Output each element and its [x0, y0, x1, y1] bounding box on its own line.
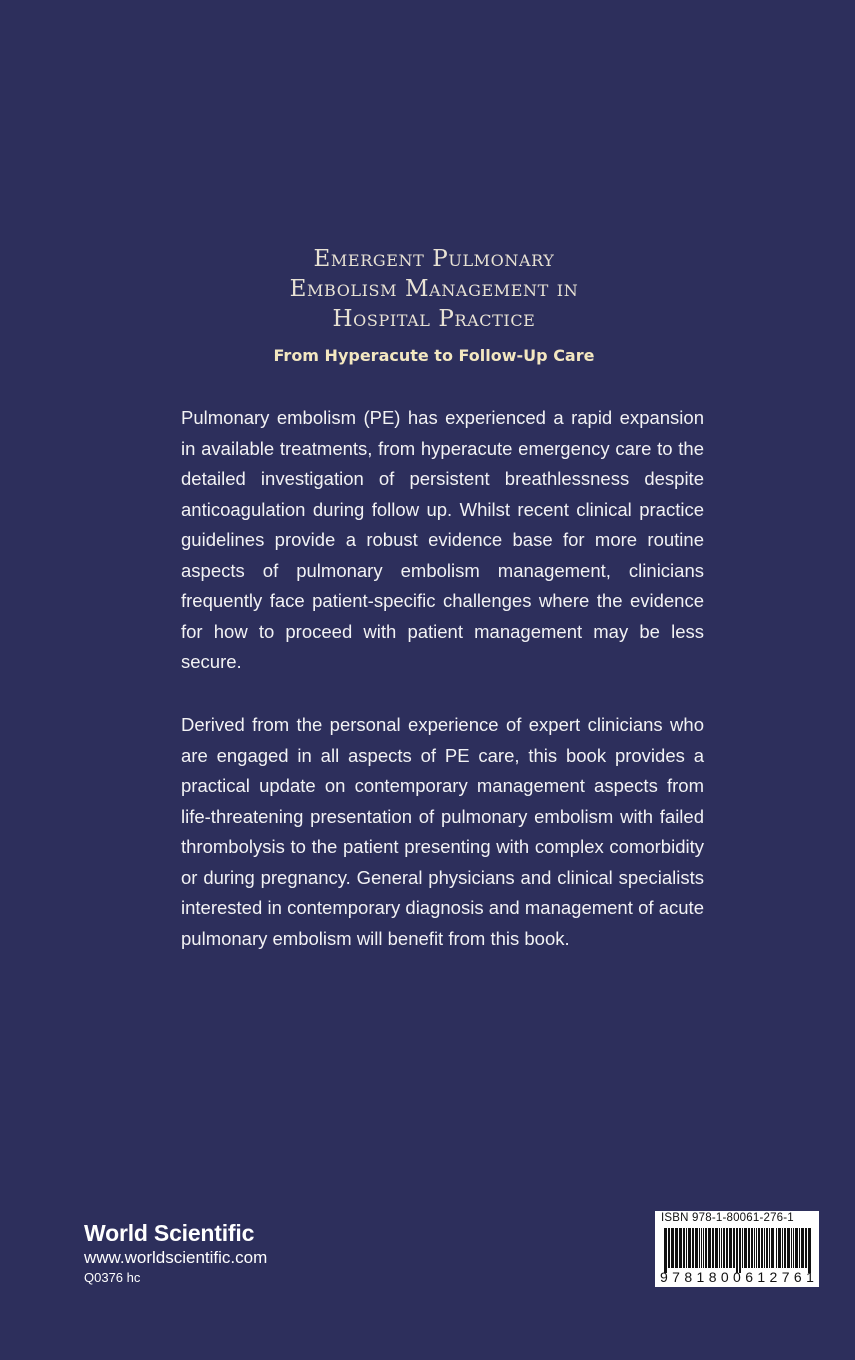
barcode-bar	[723, 1228, 725, 1268]
publisher-name: World Scientific	[84, 1220, 255, 1246]
barcode-bar	[701, 1228, 702, 1268]
barcode-digit: 7	[781, 1269, 790, 1285]
barcode-bar	[739, 1228, 741, 1273]
book-title	[0, 244, 855, 334]
barcode-bar	[805, 1228, 807, 1268]
barcode-digit: 1	[696, 1269, 705, 1285]
blurb-paragraph-2: Derived from the personal experience of expert clinicians who are engaged in all aspects of PE care, this book provides a practical update on contemporary management aspects from life-threatening presentation of pulmonary embolism with failed thrombolysis to the patient presenting with complex comorbidity or during pregnancy. General physicians and clinical specialists interested in contemporary diagnosis and management of acute pulmonary embolism will benefit from this book.	[181, 714, 704, 949]
book-subtitle: From Hyperacute to Follow-Up Care	[273, 346, 595, 365]
barcode-bar	[686, 1228, 687, 1268]
barcode-digit: 0	[720, 1269, 729, 1285]
barcode-digit: 6	[793, 1269, 802, 1285]
barcode-digit: 2	[769, 1269, 778, 1285]
barcode-bar	[761, 1228, 763, 1268]
barcode-bar	[769, 1228, 770, 1268]
barcode-bar	[708, 1228, 711, 1268]
barcode-bar	[692, 1228, 694, 1268]
barcode-bar	[791, 1228, 792, 1268]
publisher-block	[84, 1219, 267, 1287]
barcode-digit: 1	[806, 1269, 814, 1285]
barcode-bar	[726, 1228, 728, 1268]
barcode-bar	[771, 1228, 774, 1268]
barcode-bar	[699, 1228, 700, 1268]
barcode-bar	[679, 1228, 682, 1268]
product-code: Q0376 hc	[84, 1270, 141, 1285]
barcode-bar	[719, 1228, 720, 1268]
barcode-bar	[688, 1228, 691, 1268]
barcode-bar	[787, 1228, 790, 1268]
barcode-bar	[808, 1228, 811, 1273]
barcode-bar	[751, 1228, 753, 1268]
barcode-bar	[733, 1228, 735, 1268]
barcode-bar	[782, 1228, 783, 1268]
barcode-bar	[729, 1228, 732, 1268]
publisher-url: www.worldscientific.com	[84, 1248, 268, 1267]
barcode-bar	[756, 1228, 757, 1268]
barcode-bar	[664, 1228, 667, 1273]
barcode-bar	[695, 1228, 698, 1268]
barcode-bar	[754, 1228, 755, 1268]
barcode-bar	[683, 1228, 685, 1268]
barcode-bar	[748, 1228, 750, 1268]
barcode-bar	[776, 1228, 777, 1268]
barcode-bar	[801, 1228, 804, 1268]
barcode-bar	[766, 1228, 768, 1268]
barcode-digits	[660, 1269, 814, 1285]
barcode-bar	[671, 1228, 674, 1268]
barcode-digit: 7	[672, 1269, 680, 1285]
barcode-digit: 8	[708, 1269, 717, 1285]
barcode-bar	[764, 1228, 765, 1268]
barcode-bar	[721, 1228, 722, 1268]
barcode-digit: 6	[745, 1269, 753, 1285]
barcode-bar	[799, 1228, 800, 1268]
barcode-bar	[744, 1228, 747, 1268]
title-line-1: Emergent Pulmonary	[313, 246, 555, 272]
barcode-bar	[712, 1228, 714, 1268]
barcode-bar	[778, 1228, 781, 1268]
barcode-bar	[705, 1228, 707, 1268]
isbn-label: ISBN 978-1-80061-276-1	[661, 1212, 794, 1224]
barcode-digit: 9	[660, 1269, 668, 1285]
barcode-digit: 0	[733, 1269, 741, 1285]
barcode-bar	[715, 1228, 718, 1268]
isbn-barcode	[655, 1211, 819, 1287]
barcode-bar	[784, 1228, 786, 1268]
barcode-bar	[675, 1228, 678, 1268]
blurb-paragraph-1: Pulmonary embolism (PE) has experienced a rapid expansion in available treatments, from hyperacute emergency care to the detailed investigation of persistent breathlessness despite anticoagulation during follow up. Whilst recent clinical practice guidelines provide a robust evidence base for more routine aspects of pulmonary embolism management, clinicians frequently face patient-specific challenges where the evidence for how to proceed with patient management may be less secure.	[181, 407, 704, 672]
title-line-3: Hospital Practice	[332, 306, 536, 332]
barcode-bar	[758, 1228, 760, 1268]
barcode-bar	[793, 1228, 794, 1268]
barcode-bar	[742, 1228, 743, 1268]
barcode-digit: 1	[757, 1269, 766, 1285]
title-line-2: Embolism Management in	[289, 276, 579, 302]
barcode-digit: 8	[684, 1269, 693, 1285]
barcode-bar	[668, 1228, 670, 1268]
barcode-bar	[795, 1228, 798, 1268]
barcode-bar	[736, 1228, 738, 1273]
barcode-bar	[703, 1228, 704, 1268]
